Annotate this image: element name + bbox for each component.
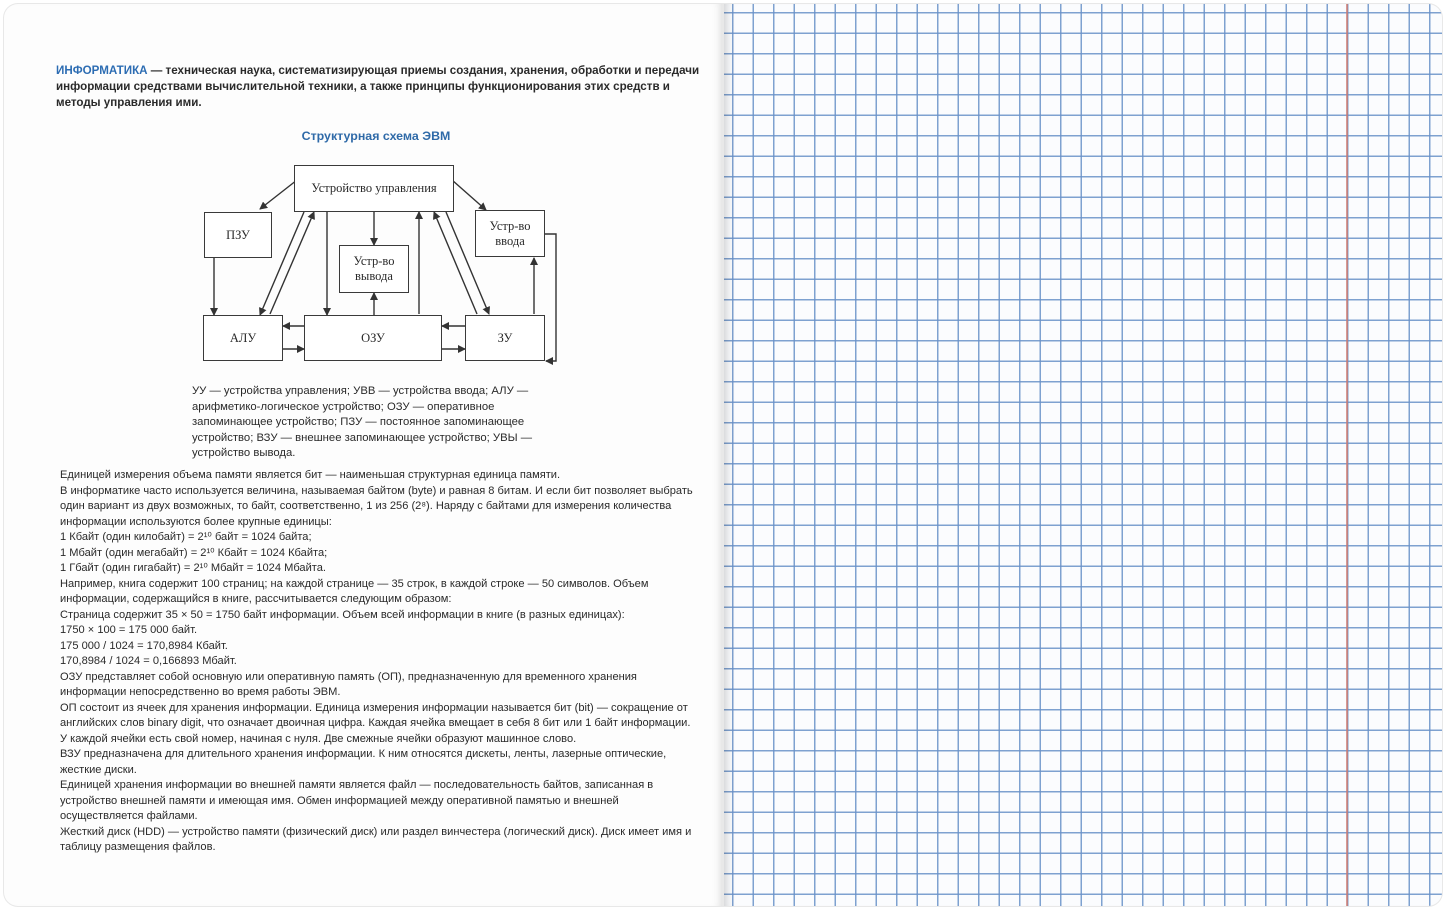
ram-label: ОЗУ bbox=[361, 330, 385, 345]
storage-box bbox=[465, 315, 545, 361]
informatics-term: ИНФОРМАТИКА bbox=[56, 64, 148, 77]
diagram-title: Структурная схема ЭВМ bbox=[301, 129, 451, 143]
control-unit-box bbox=[294, 165, 454, 212]
arrow-control-to-rom bbox=[260, 180, 297, 209]
unit-line-kbyte: 1 Кбайт (один килобайт) = 2¹⁰ байт = 1024 байта; bbox=[60, 531, 312, 543]
arrow-storage-to-control bbox=[434, 212, 477, 314]
arrow-control-to-input bbox=[452, 180, 486, 210]
arrow-input-to-storage bbox=[545, 234, 556, 361]
storage-label: ЗУ bbox=[497, 330, 513, 345]
output-device-box bbox=[339, 245, 409, 293]
control-unit-label: Устройство управления bbox=[311, 181, 437, 195]
paragraph-page-calc: Страница содержит 35 × 50 = 1750 байт информации. Объем всей информации в книге (в разных единицах): bbox=[60, 608, 625, 621]
informatics-definition: — техническая наука, систематизирующая приемы создания, хранения, обработки и передачи информации средствами вычислительной техники, а также принципы функционирования этих средств и методы управления ими. bbox=[56, 64, 700, 109]
paragraph-hard-disk: Жесткий диск (HDD) — устройство памяти (физический диск) или раздел винчестера (логический диск). Диск имеет имя и таблицу размещения файлов. bbox=[60, 825, 692, 853]
calc-line-bytes: 1750 × 100 = 175 000 байт. bbox=[60, 624, 198, 636]
calc-line-mbytes: 170,8984 / 1024 = 0,166893 Мбайт. bbox=[60, 655, 237, 667]
body-text bbox=[50, 468, 696, 856]
rom-label: ПЗУ bbox=[226, 227, 250, 242]
input-device-box bbox=[475, 210, 545, 257]
margin-line bbox=[1346, 4, 1348, 906]
paragraph-memory-cells: ОП состоит из ячеек для хранения информации. Единица измерения информации называется бит (bit) — сокращение от английских слов binary digit, что означает двоичная цифра. Каждая ячейка вмещает в себя 8 бит или 1 байт информации. У каждой ячейки есть свой номер, начиная с нуля. Две смежные ячейки образуют машинное слово. bbox=[60, 701, 691, 745]
alu-label: АЛУ bbox=[229, 330, 257, 345]
paragraph-example: Например, книга содержит 100 страниц; на каждой странице — 35 строк, в каждой строке — 50 символов. Объем информации, содержащийся в книге, рассчитывается следующим образом: bbox=[60, 577, 649, 605]
paragraph-ram: ОЗУ представляет собой основную или оперативную память (ОП), предназначенную для временного хранения информации непосредственно во время работы ЭВМ. bbox=[60, 670, 637, 698]
paragraph-2: В информатике часто используется величина, называемая байтом (byte) и равная 8 битам. И если бит позволяет выбрать один вариант из двух возможных, то байт, соответственно, 1 из 256 (2⁸). Наряду с байтами для измерения количества информации используются более крупные единицы: bbox=[60, 484, 693, 528]
paragraph-1: Единицей измерения объема памяти является бит — наименьшая структурная единица памяти. bbox=[60, 469, 561, 481]
computer-structure-diagram bbox=[194, 156, 564, 371]
output-device-label-line2: вывода bbox=[355, 269, 393, 283]
rom-box bbox=[204, 212, 272, 258]
paragraph-external-storage: ВЗУ предназначена для длительного хранения информации. К ним относятся дискеты, ленты, лазерные оптические, жесткие диски. bbox=[60, 748, 667, 776]
unit-line-gbyte: 1 Гбайт (один гигабайт) = 2¹⁰ Мбайт = 1024 Мбайта. bbox=[60, 562, 326, 574]
ram-box bbox=[304, 315, 442, 361]
intro-paragraph bbox=[56, 63, 701, 111]
output-device-label-line1: Устр-во bbox=[353, 254, 395, 268]
paragraph-file: Единицей хранения информации во внешней памяти является файл — последовательность байтов, записанная в устройство внешней памяти и имеющая имя. Обмен информацией между оперативной памятью и внешней осуществляется файлами. bbox=[60, 779, 654, 822]
arrow-alu-to-control-b bbox=[270, 212, 314, 314]
right-page-grid-paper bbox=[724, 4, 1442, 906]
input-device-label-line2: ввода bbox=[495, 233, 525, 248]
input-device-label-line1: Устр-во bbox=[489, 218, 531, 233]
diagram-legend: УУ — устройства управления; УВВ — устройства ввода; АЛУ — арифметико-логическое устройство; ОЗУ — оперативное запоминающее устройство; ПЗУ — постоянное запоминающее устройство; ВЗУ — внешнее запоминающее устройство; УВЫ — устройство вывода. bbox=[192, 385, 533, 460]
left-page bbox=[4, 4, 722, 906]
alu-box bbox=[203, 315, 283, 361]
unit-line-mbyte: 1 Мбайт (один мегабайт) = 2¹⁰ Кбайт = 1024 Кбайта; bbox=[60, 546, 328, 559]
calc-line-kbytes: 175 000 / 1024 = 170,8984 Кбайт. bbox=[60, 639, 228, 652]
